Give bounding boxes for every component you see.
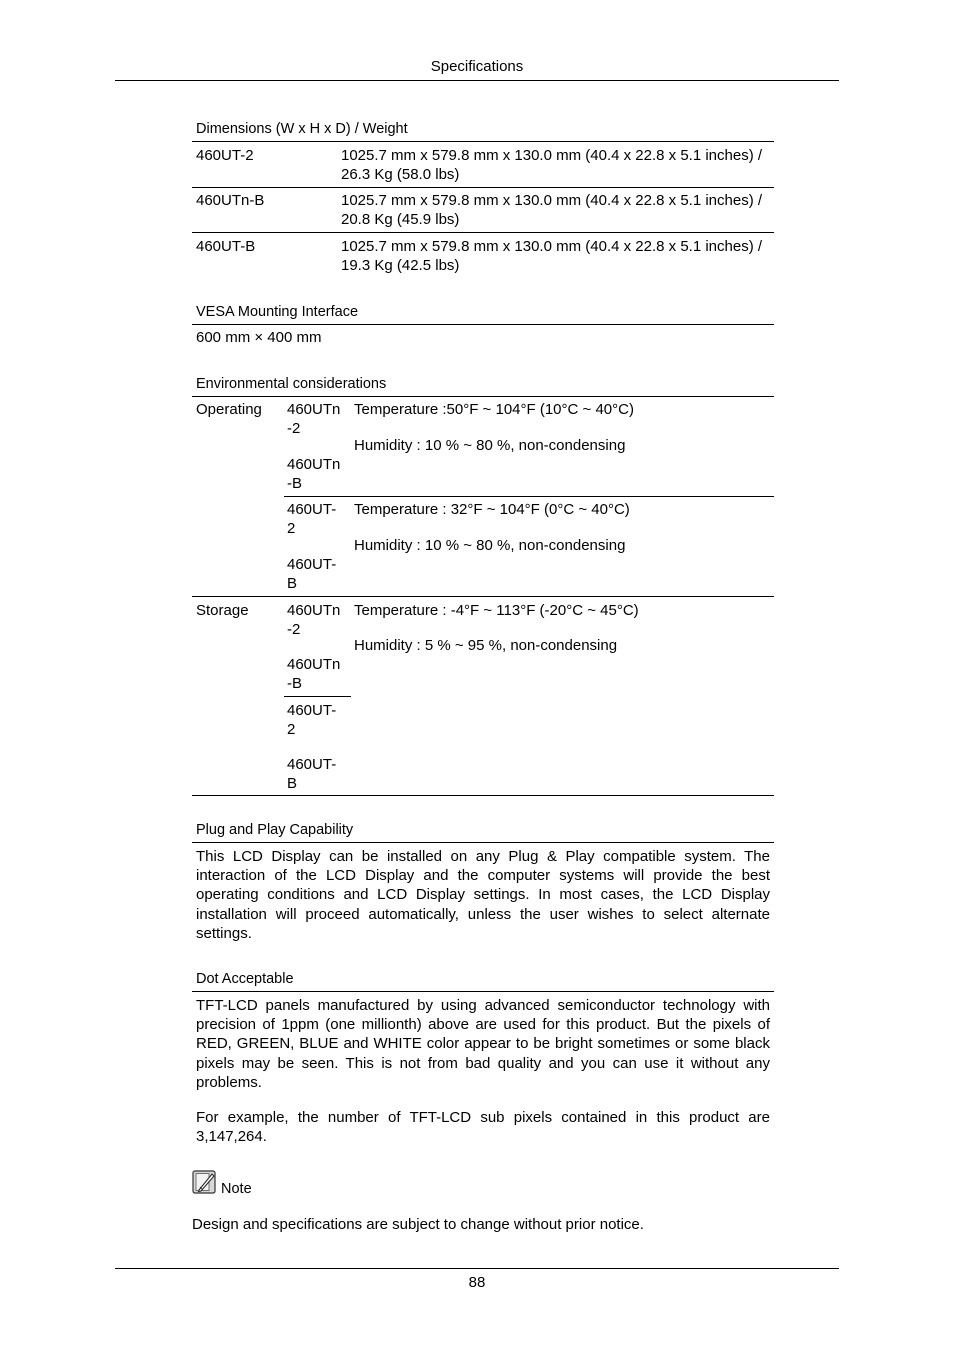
dimensions-heading: Dimensions (W x H x D) / Weight	[196, 121, 408, 137]
page-header-title: Specifications	[430, 58, 524, 75]
environment-heading: Environmental considerations	[196, 376, 387, 392]
dimensions-weight: 26.3 Kg (58.0 lbs)	[341, 166, 460, 183]
divider	[192, 396, 774, 397]
divider	[192, 324, 774, 325]
dot-heading: Dot Acceptable	[196, 971, 294, 987]
operating-temperature: Temperature : 32°F ~ 104°F (0°C ~ 40°C)	[354, 501, 630, 518]
dimensions-value: 1025.7 mm x 579.8 mm x 130.0 mm (40.4 x 22.8 x 5.1 inches) /	[341, 147, 763, 164]
divider	[284, 496, 774, 497]
storage-label: Storage	[196, 602, 249, 619]
dot-example-text: For example, the number of TFT-LCD sub pixels contained in this product are 3,147,264.	[196, 1109, 770, 1146]
dimensions-weight: 19.3 Kg (42.5 lbs)	[341, 257, 460, 274]
model-label: 460UTn	[287, 656, 341, 673]
dimensions-model: 460UTn-B	[196, 192, 265, 209]
divider	[192, 187, 774, 188]
note-text: Design and specifications are subject to change without prior notice.	[192, 1216, 644, 1233]
storage-temperature: Temperature : -4°F ~ 113°F (-20°C ~ 45°C)	[354, 602, 639, 619]
model-label: 2	[287, 721, 296, 738]
plug-play-heading: Plug and Play Capability	[196, 822, 354, 838]
dimensions-value: 1025.7 mm x 579.8 mm x 130.0 mm (40.4 x 22.8 x 5.1 inches) /	[341, 192, 763, 209]
plug-play-text: This LCD Display can be installed on any Plug & Play compatible system. The interaction of the LCD Display and the computer systems will provide the best operating conditions and LCD Display settings. In most cases, the LCD Display installation will proceed automatically, unless the user wishes to select alternate settings.	[196, 848, 770, 942]
operating-label: Operating	[196, 401, 262, 418]
model-label: -2	[287, 621, 301, 638]
model-label: 460UT-	[287, 501, 337, 518]
operating-humidity: Humidity : 10 % ~ 80 %, non-condensing	[354, 537, 626, 554]
storage-humidity: Humidity : 5 % ~ 95 %, non-condensing	[354, 637, 618, 654]
model-label: B	[287, 575, 298, 592]
model-label: 460UTn	[287, 456, 341, 473]
dimensions-model: 460UT-2	[196, 147, 254, 164]
divider	[192, 842, 774, 843]
model-label: -B	[287, 675, 302, 692]
operating-humidity: Humidity : 10 % ~ 80 %, non-condensing	[354, 437, 626, 454]
divider	[192, 991, 774, 992]
vesa-heading: VESA Mounting Interface	[196, 304, 359, 320]
dimensions-model: 460UT-B	[196, 238, 256, 255]
dimensions-weight: 20.8 Kg (45.9 lbs)	[341, 211, 460, 228]
model-label: 460UTn	[287, 602, 341, 619]
header-rule	[115, 80, 839, 81]
dimensions-value: 1025.7 mm x 579.8 mm x 130.0 mm (40.4 x 22.8 x 5.1 inches) /	[341, 238, 763, 255]
vesa-value: 600 mm × 400 mm	[196, 329, 322, 346]
model-label: 460UT-	[287, 756, 337, 773]
divider	[192, 596, 774, 597]
note-label: Note	[221, 1181, 252, 1197]
divider	[192, 232, 774, 233]
model-label: 460UTn	[287, 401, 341, 418]
divider	[192, 141, 774, 142]
model-label: 2	[287, 520, 296, 537]
note-icon	[192, 1170, 216, 1194]
footer-rule	[115, 1268, 839, 1269]
divider	[284, 696, 351, 697]
operating-temperature: Temperature :50°F ~ 104°F (10°C ~ 40°C)	[354, 401, 634, 418]
model-label: 460UT-	[287, 702, 337, 719]
model-label: B	[287, 775, 298, 792]
page-number: 88	[468, 1274, 486, 1291]
dot-text: TFT-LCD panels manufactured by using advanced semiconductor technology with precision of 1ppm (one millionth) above are used for this product. But the pixels of RED, GREEN, BLUE and WHITE color appear to be bright sometimes or some black pixels may be seen. This is not from bad quality and you can use it without any problems.	[196, 997, 770, 1091]
model-label: 460UT-	[287, 556, 337, 573]
model-label: -B	[287, 475, 302, 492]
model-label: -2	[287, 420, 301, 437]
divider	[192, 795, 774, 796]
